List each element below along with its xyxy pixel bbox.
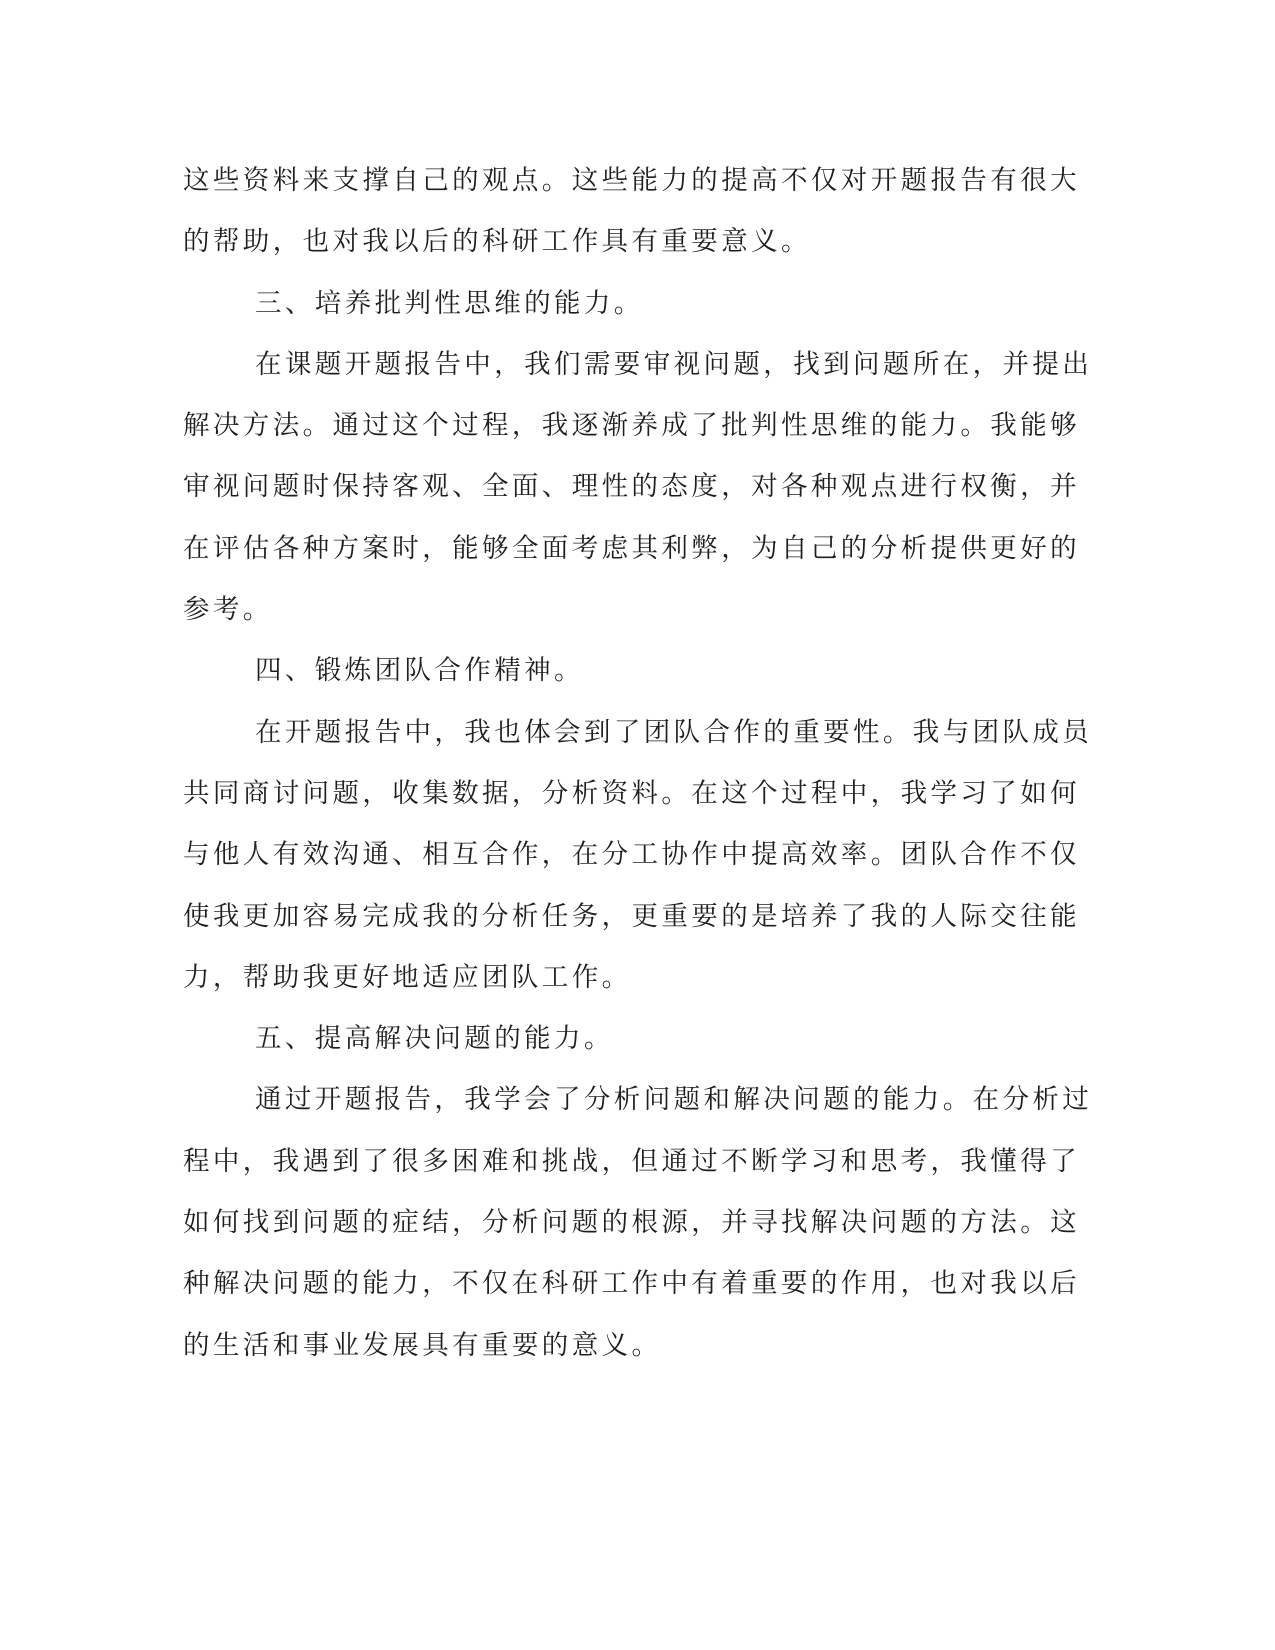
text-line: 共同商讨问题，收集数据，分析资料。在这个过程中，我学习了如何 — [183, 777, 1080, 809]
text-line: 审视问题时保持客观、全面、理性的态度，对各种观点进行权衡，并 — [183, 471, 1080, 503]
text-line: 如何找到问题的症结，分析问题的根源，并寻找解决问题的方法。这 — [183, 1207, 1080, 1239]
text-line: 种解决问题的能力，不仅在科研工作中有着重要的作用，也对我以后 — [183, 1268, 1080, 1300]
section-heading: 五、提高解决问题的能力。 — [255, 1023, 614, 1055]
section-heading: 四、锻炼团队合作精神。 — [255, 655, 584, 687]
section-heading: 三、培养批判性思维的能力。 — [255, 287, 644, 319]
text-line: 在课题开题报告中，我们需要审视问题，找到问题所在，并提出 — [255, 348, 1093, 380]
text-line: 程中，我遇到了很多困难和挑战，但通过不断学习和思考，我懂得了 — [183, 1145, 1080, 1177]
text-line: 这些资料来支撑自己的观点。这些能力的提高不仅对开题报告有很大 — [183, 165, 1080, 196]
text-line: 的帮助，也对我以后的科研工作具有重要意义。 — [183, 226, 811, 258]
text-line: 在开题报告中，我也体会到了团队合作的重要性。我与团队成员 — [255, 716, 1093, 748]
text-line: 与他人有效沟通、相互合作，在分工协作中提高效率。团队合作不仅 — [183, 839, 1080, 871]
text-line: 解决方法。通过这个过程，我逐渐养成了批判性思维的能力。我能够 — [183, 410, 1080, 442]
text-line: 的生活和事业发展具有重要的意义。 — [183, 1329, 662, 1361]
text-line: 参考。 — [183, 594, 273, 626]
document-body — [183, 150, 1093, 1376]
text-line: 在评估各种方案时，能够全面考虑其利弊，为自己的分析提供更好的 — [183, 532, 1080, 564]
text-line: 使我更加容易完成我的分析任务，更重要的是培养了我的人际交往能 — [183, 900, 1080, 932]
text-line: 力，帮助我更好地适应团队工作。 — [183, 961, 632, 993]
text-line: 通过开题报告，我学会了分析问题和解决问题的能力。在分析过 — [255, 1084, 1093, 1116]
